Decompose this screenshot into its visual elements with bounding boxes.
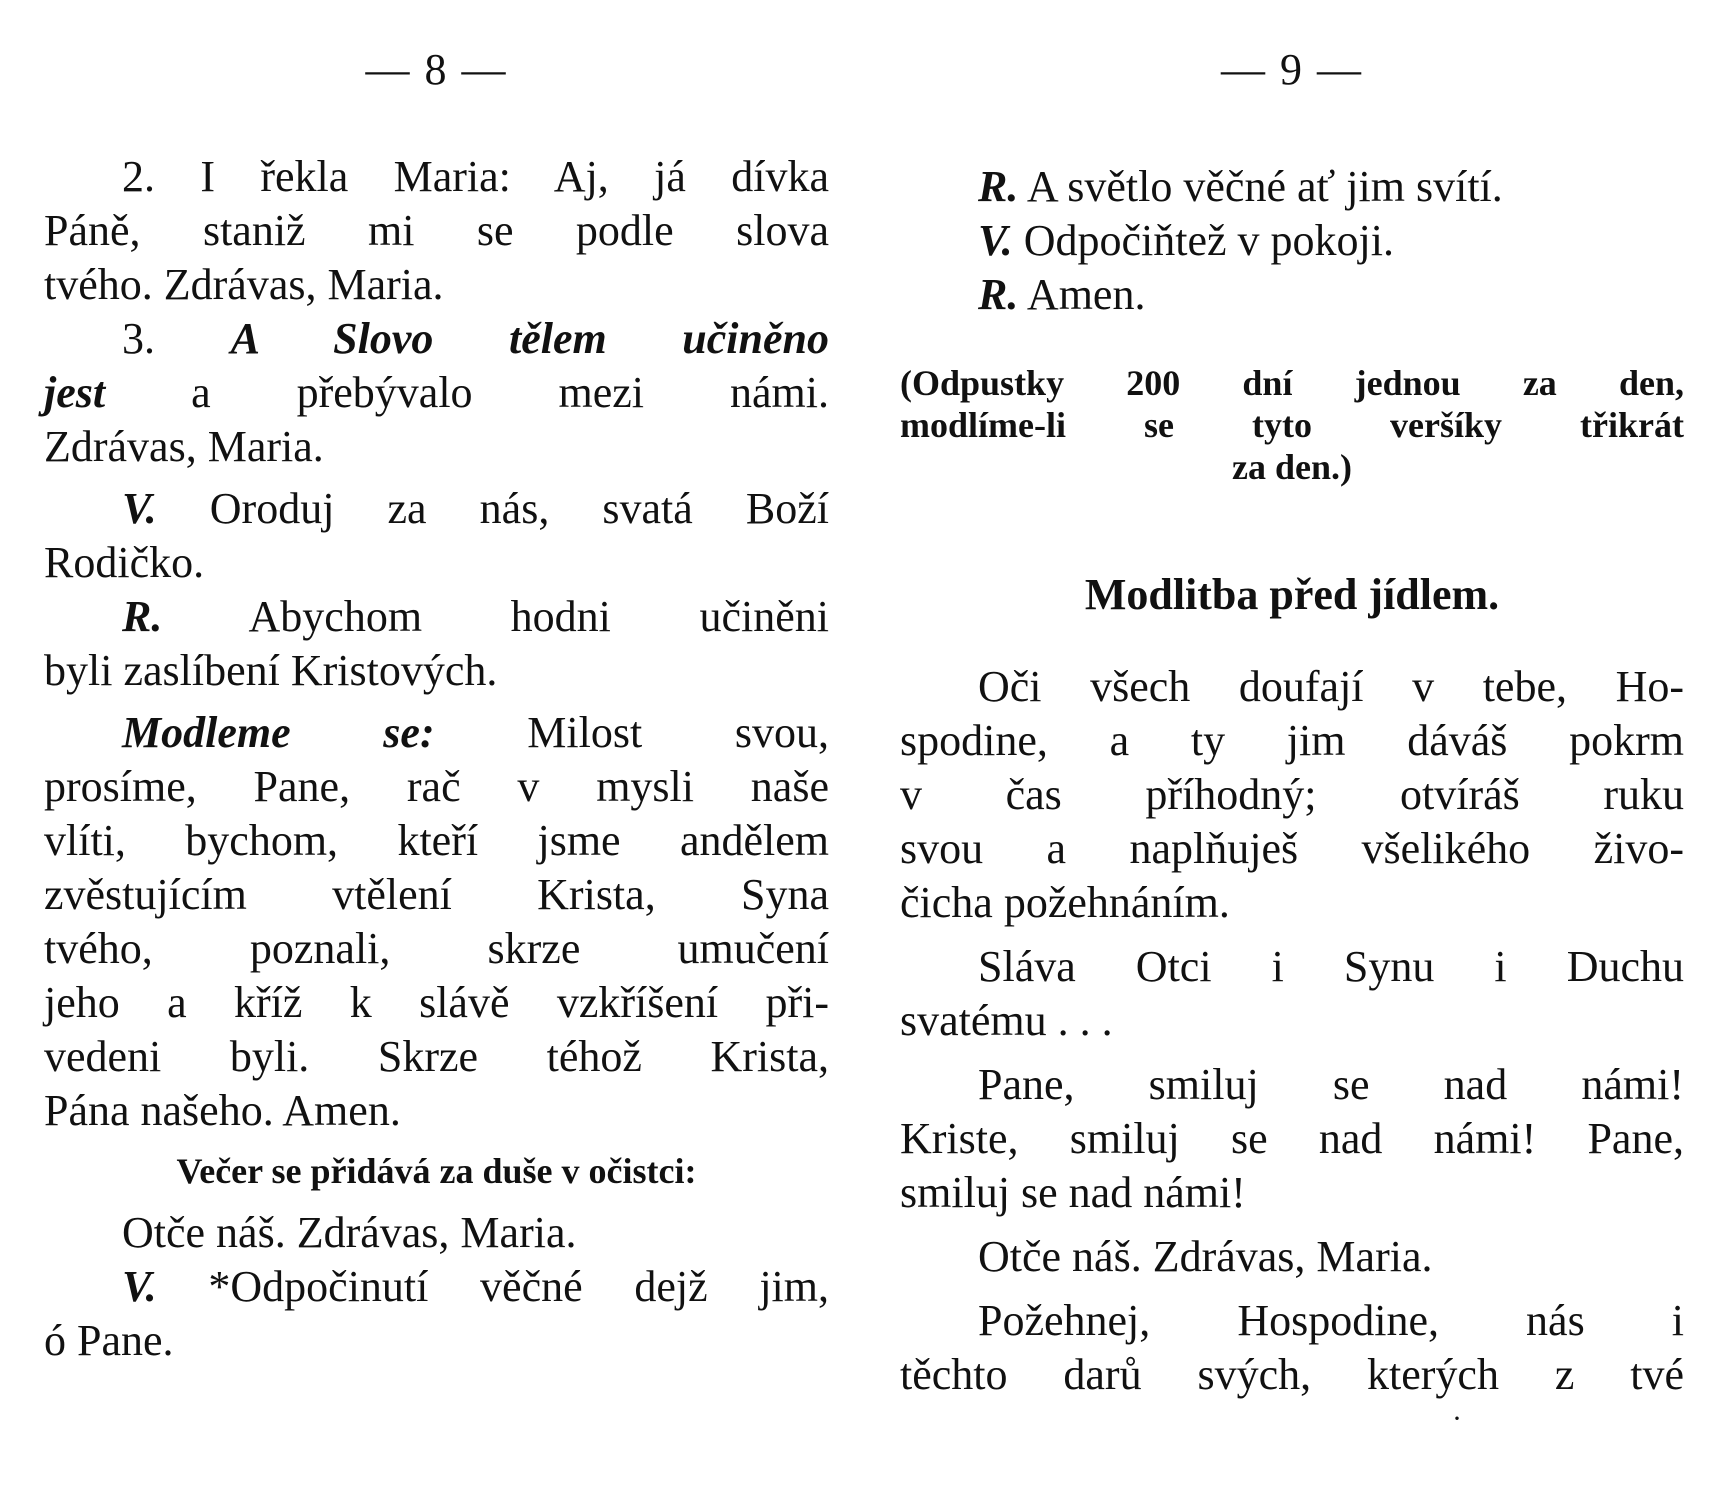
printer-mark: · bbox=[1452, 1402, 1462, 1435]
page-number: — 8 — bbox=[365, 45, 508, 94]
text-line: Sláva Otci i Synu i Duchu bbox=[978, 942, 1684, 991]
text-line: spodine, a ty jim dáváš pokrm bbox=[900, 716, 1684, 765]
text-line: byli zaslíbení Kristových. bbox=[44, 646, 498, 695]
response-mark: R. bbox=[978, 270, 1019, 319]
indulgence-note: za den.) bbox=[1232, 447, 1352, 487]
text-line: vlíti, bychom, kteří jsme andělem bbox=[44, 816, 829, 865]
versicle-line: V. Oroduj za nás, svatá Boží bbox=[122, 484, 829, 533]
text-line: Modleme se: Milost svou, bbox=[122, 708, 829, 757]
response-line: R. Abychom hodni učiněni bbox=[122, 592, 829, 641]
text-line: 3. A Slovo tělem učiněno bbox=[122, 314, 829, 363]
text-line: zvěstujícím vtělení Krista, Syna bbox=[44, 870, 829, 919]
text-line: Rodičko. bbox=[44, 538, 205, 587]
text-line: jest a přebývalo mezi námi. bbox=[44, 368, 829, 417]
text-line: čicha požehnáním. bbox=[900, 878, 1230, 927]
text-line: smiluj se nad námi! bbox=[900, 1168, 1246, 1217]
text-line: Pane, smiluj se nad námi! bbox=[978, 1060, 1684, 1109]
response-mark: R. bbox=[978, 162, 1019, 211]
text-line: tvého. Zdrávas, Maria. bbox=[44, 260, 444, 309]
text-line: Pána našeho. Amen. bbox=[44, 1086, 401, 1135]
text-line: Požehnej, Hospodine, nás i bbox=[978, 1296, 1684, 1345]
text-line: vedeni byli. Skrze téhož Krista, bbox=[44, 1032, 829, 1081]
text-line: tvého, poznali, skrze umučení bbox=[44, 924, 829, 973]
section-heading: Modlitba před jídlem. bbox=[1084, 570, 1500, 619]
page-number: — 9 — bbox=[1221, 45, 1363, 94]
text-line: 2. I řekla Maria: Aj, já dívka bbox=[122, 152, 829, 201]
text-line: Kriste, smiluj se nad námi! Pane, bbox=[900, 1114, 1684, 1163]
indulgence-note: modlíme-li se tyto veršíky třikrát bbox=[900, 405, 1684, 445]
text-line: Otče náš. Zdrávas, Maria. bbox=[122, 1208, 577, 1257]
text-line: těchto darů svých, kterých z tvé bbox=[900, 1350, 1684, 1399]
text-line: Páně, staniž mi se podle slova bbox=[44, 206, 829, 255]
response-mark: R. bbox=[122, 592, 163, 641]
versicle-mark: V. bbox=[978, 216, 1013, 265]
right-page bbox=[900, 0, 1684, 1500]
response-line: R. Amen. bbox=[978, 270, 1146, 319]
versicle-mark: V. bbox=[122, 484, 157, 533]
left-page bbox=[44, 0, 829, 1500]
indulgence-note: (Odpustky 200 dní jednou za den, bbox=[900, 363, 1684, 403]
text-line: ó Pane. bbox=[44, 1316, 174, 1365]
text-line: v čas příhodný; otvíráš ruku bbox=[900, 770, 1684, 819]
text-line: svatému . . . bbox=[900, 996, 1113, 1045]
text-line: prosíme, Pane, rač v mysli naše bbox=[44, 762, 829, 811]
versicle-line: V. Odpočiňtež v pokoji. bbox=[978, 216, 1394, 265]
rubric: Večer se přidává za duše v očistci: bbox=[176, 1151, 697, 1191]
text-line: svou a naplňuješ všelikého živo- bbox=[900, 824, 1684, 873]
versicle-line: V. *Odpočinutí věčné dejž jim, bbox=[122, 1262, 829, 1311]
text-line: Otče náš. Zdrávas, Maria. bbox=[978, 1232, 1433, 1281]
text-line: Zdrávas, Maria. bbox=[44, 422, 324, 471]
text-line: Oči všech doufají v tebe, Ho- bbox=[978, 662, 1684, 711]
response-line: R. A světlo věčné ať jim svítí. bbox=[978, 162, 1503, 211]
versicle-mark: V. bbox=[122, 1262, 157, 1311]
text-line: jeho a kříž k slávě vzkříšení při- bbox=[44, 978, 829, 1027]
